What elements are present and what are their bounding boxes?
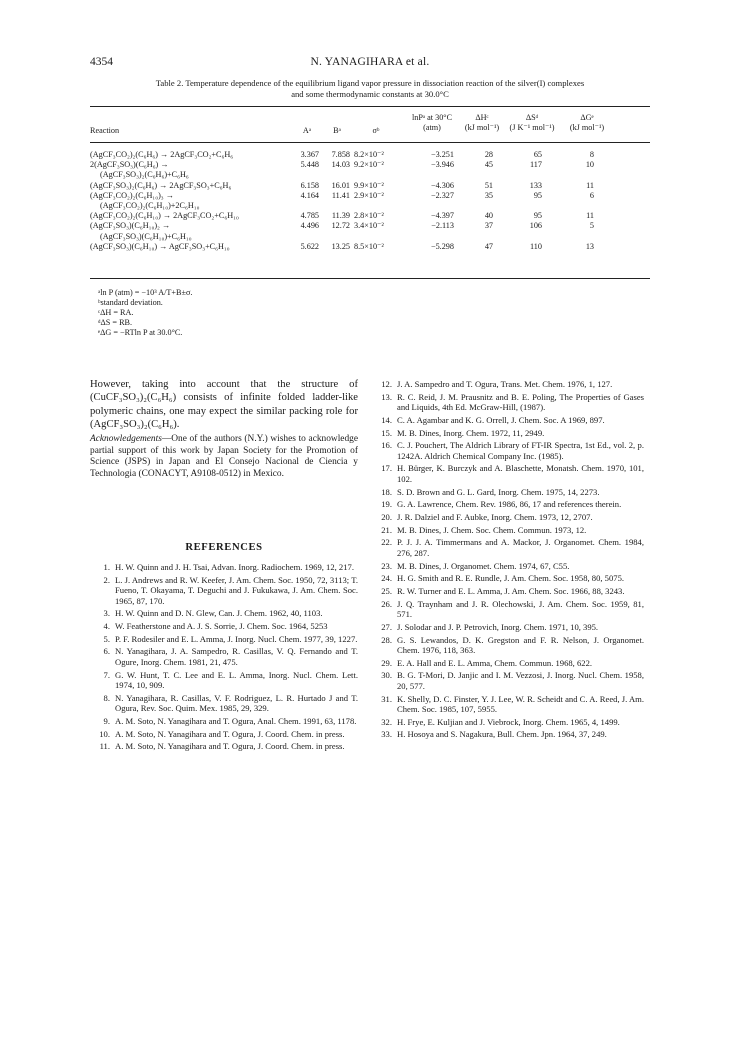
footnote: ᵈΔS = RB. (98, 318, 133, 328)
cell-sigma: 9.9×10⁻² (354, 180, 384, 190)
reference-item (372, 599, 644, 620)
body-paragraph: However, taking into account that the structure of (CuCF₃SO₃)₂(C₆H₆) consists of infinite folded ladder-like polymeric chains, one may expect the similar packing role for (AgCF₃SO₃)₂(C₆H₆). (90, 379, 358, 431)
cell-sigma: 3.4×10⁻² (354, 221, 384, 231)
reference-number: 23. (381, 560, 392, 571)
reference-item (90, 729, 358, 740)
reference-text: H. Frye, E. Kuljian and J. Viebrock, Inorg. Chem. 1965, 4, 1499. (397, 716, 620, 727)
cell-sigma: 2.8×10⁻² (354, 211, 384, 221)
reference-number: 6. (103, 646, 110, 657)
reference-item (372, 392, 644, 413)
reference-text: M. B. Dines, J. Organomet. Chem. 1974, 67, C55. (397, 560, 570, 571)
reference-text: J. R. Dalziel and F. Aubke, Inorg. Chem. 1973, 12, 2707. (397, 512, 593, 522)
table-row (90, 211, 650, 221)
reference-number: 17. (381, 463, 392, 474)
reaction-cell: (AgCF₃CO₂)₂(C₆H₁₀)₃ → (90, 190, 174, 200)
cell-lnp: −2.327 (430, 190, 454, 200)
header-dg: ΔGᵉ (580, 113, 594, 122)
reference-text: H. W. Quinn and D. N. Glew, Can. J. Chem. 1962, 40, 1103. (115, 608, 323, 619)
cell-dg: 10 (585, 160, 594, 170)
reference-item (372, 415, 644, 426)
reference-number: 1. (103, 562, 110, 572)
table-row (90, 221, 650, 241)
header-dh-unit: (kJ mol⁻¹) (464, 123, 500, 132)
footnote: ᵉΔG = −RTln P at 30.0°C. (98, 328, 183, 338)
reference-number: 26. (381, 598, 392, 609)
cell-b: 11.41 (331, 190, 350, 200)
reference-text: C. A. Agambar and K. G. Orrell, J. Chem. Soc. A 1969, 897. (397, 414, 605, 425)
cell-a: 5.622 (300, 241, 319, 251)
reference-number: 27. (381, 621, 392, 632)
reference-number: 11. (99, 741, 110, 752)
cell-lnp: −3.946 (430, 160, 454, 170)
reference-item (372, 512, 644, 523)
reference-item (90, 670, 358, 691)
cell-dh: 47 (484, 241, 493, 251)
page-number: 4354 (90, 56, 113, 68)
cell-ds: 133 (529, 180, 542, 190)
reference-item (90, 716, 358, 727)
reaction-cell: (AgCF₃SO₃)(C₆H₁₀)+C₆H₁₀ (100, 231, 192, 241)
reference-text: W. Featherstone and A. J. S. Sorrie, J. Chem. Soc. 1964, 5253 (115, 621, 328, 632)
reference-number: 3. (103, 608, 110, 619)
reference-item (90, 634, 358, 645)
cell-dh: 40 (484, 211, 493, 221)
cell-b: 11.39 (331, 211, 350, 221)
reference-number: 15. (381, 427, 392, 438)
cell-b: 12.72 (331, 221, 350, 231)
table-top-rule (90, 106, 650, 107)
cell-a: 4.785 (300, 211, 319, 221)
header-lnp: lnPᵃ at 30°C (411, 113, 453, 122)
reference-item (90, 621, 358, 632)
reference-number: 2. (103, 574, 110, 585)
cell-sigma: 8.5×10⁻² (354, 241, 384, 251)
reference-item (372, 635, 644, 656)
header-sigma: σᵇ (372, 126, 380, 135)
table-header (90, 113, 650, 139)
reference-number: 28. (381, 634, 392, 645)
references-list-right (372, 379, 644, 742)
cell-dh: 28 (484, 150, 493, 159)
reference-item (372, 573, 644, 584)
reference-number: 21. (381, 524, 392, 535)
cell-dh: 51 (484, 180, 493, 190)
reference-number: 31. (381, 693, 392, 704)
reference-number: 18. (381, 486, 392, 497)
cell-dh: 37 (484, 221, 493, 231)
cell-sigma: 9.2×10⁻² (354, 160, 384, 170)
reference-text: L. J. Andrews and R. W. Keefer, J. Am. Chem. Soc. 1950, 72, 3113; T. Fueno, T. Okayama, T. Deguchi and J. Fukukawa, J. Am. Chem. Soc. 1965, 87, 170. (115, 574, 358, 606)
reference-number: 14. (381, 414, 392, 425)
cell-ds: 117 (530, 160, 542, 170)
header-dh: ΔHᶜ (475, 113, 489, 122)
header-ds-unit: (J K⁻¹ mol⁻¹) (509, 123, 555, 132)
reference-number: 30. (381, 670, 392, 681)
cell-ds: 106 (529, 221, 542, 231)
reference-item (372, 561, 644, 572)
table-footnotes (98, 288, 192, 338)
page-header (90, 56, 650, 72)
footnote: ᵃln P (atm) = −10³ A/T+B±σ. (98, 288, 193, 297)
cell-ds: 110 (530, 241, 542, 251)
running-head: N. YANAGIHARA et al. (310, 56, 430, 68)
cell-lnp: −4.397 (430, 211, 454, 221)
reference-item (90, 741, 358, 752)
cell-dg: 5 (589, 221, 594, 231)
table-caption-line: and some thermodynamic constants at 30.0°C (291, 89, 449, 99)
cell-a: 3.367 (300, 150, 319, 159)
table-row (90, 242, 650, 252)
reference-item (372, 658, 644, 669)
reference-text: R. W. Turner and E. L. Amma, J. Am. Chem. Soc. 1966, 88, 3243. (397, 585, 625, 596)
reference-number: 29. (381, 657, 392, 668)
reference-text: A. M. Soto, N. Yanagihara and T. Ogura, J. Coord. Chem. in press. (115, 728, 345, 739)
reference-item (90, 646, 358, 667)
cell-dg: 11 (586, 180, 594, 190)
reference-number: 33. (381, 729, 392, 740)
reaction-cell: (AgCF₃CO₂)₂(C₆H₁₀)+2C₆H₁₀ (100, 200, 200, 210)
reference-text: S. D. Brown and G. L. Gard, Inorg. Chem. 1975, 14, 2273. (397, 486, 600, 497)
reference-item (372, 670, 644, 691)
cell-lnp: −4.306 (430, 180, 454, 190)
cell-dg: 11 (586, 211, 594, 221)
reference-item (372, 694, 644, 715)
reference-text: B. G. T-Mori, D. Janjic and I. M. Vezzosi, J. Inorg. Nucl. Chem. 1958, 20, 577. (397, 670, 644, 691)
footnote: ᵇstandard deviation. (98, 298, 163, 308)
reference-text: H. W. Quinn and J. H. Tsai, Advan. Inorg. Radiochem. 1969, 12, 217. (115, 562, 354, 572)
reference-text: R. C. Reid, J. M. Prausnitz and B. E. Poling, The Properties of Gases and Liquids, 4th Ed. McGraw-Hill, (1987). (397, 391, 644, 413)
reference-number: 13. (381, 391, 392, 402)
cell-a: 6.158 (300, 180, 319, 190)
reference-item (372, 525, 644, 536)
cell-b: 14.03 (331, 160, 350, 170)
reference-text: C. J. Pouchert, The Aldrich Library of FT-IR Spectra, 1st Ed., vol. 2, p. 1242A. Aldrich Chemical Company Inc. (1985). (397, 440, 644, 461)
reference-item (372, 440, 644, 461)
reference-number: 16. (381, 440, 392, 451)
reference-text: J. A. Sampedro and T. Ogura, Trans. Met. Chem. 1976, 1, 127. (397, 379, 613, 389)
cell-dg: 13 (585, 241, 594, 251)
table-row (90, 160, 650, 180)
table-caption (90, 78, 650, 100)
cell-lnp: −5.298 (430, 241, 454, 251)
reference-text: G. A. Lawrence, Chem. Rev. 1986, 86, 17 and references therein. (397, 499, 622, 510)
reference-text: M. B. Dines, J. Chem. Soc. Chem. Commun. 1973, 12. (397, 524, 587, 535)
cell-dg: 8 (589, 150, 594, 159)
reference-item (372, 729, 644, 740)
cell-a: 4.496 (300, 221, 319, 231)
cell-dh: 35 (484, 190, 493, 200)
cell-sigma: 2.9×10⁻² (354, 190, 384, 200)
acknowledgements (90, 434, 358, 480)
table-header-rule (90, 142, 650, 143)
header-lnp-unit: (atm) (423, 123, 441, 132)
reference-item (90, 608, 358, 619)
reference-item (90, 575, 358, 607)
reference-item (372, 463, 644, 484)
reaction-cell: (AgCF₃SO₃)(C₆H₁₀)₂ → (90, 221, 171, 231)
reference-text: J. Solodar and J. P. Petrovich, Inorg. Chem. 1971, 10, 395. (397, 621, 599, 632)
cell-b: 7.858 (331, 150, 350, 159)
reference-item (372, 537, 644, 558)
reference-number: 10. (99, 728, 110, 739)
table-row (90, 181, 650, 191)
cell-lnp: −3.251 (430, 150, 454, 159)
header-reaction: Reaction (90, 126, 120, 135)
reference-number: 5. (103, 633, 110, 644)
header-b: Bᵃ (333, 126, 341, 135)
reference-item (90, 693, 358, 714)
cell-a: 5.448 (300, 160, 319, 170)
reference-text: G. W. Hunt, T. C. Lee and E. L. Amma, Inorg. Nucl. Chem. Lett. 1974, 10, 909. (115, 669, 358, 691)
cell-dh: 45 (484, 160, 493, 170)
reference-number: 20. (381, 512, 392, 522)
reference-number: 24. (381, 573, 392, 584)
reference-item (372, 622, 644, 633)
reference-number: 25. (381, 585, 392, 596)
reference-item (372, 499, 644, 510)
reaction-cell: (AgCF₃SO₃)(C₆H₁₀) → AgCF₃SO₃+C₆H₁₀ (90, 241, 230, 251)
reference-text: A. M. Soto, N. Yanagihara and T. Ogura, Anal. Chem. 1991, 63, 1178. (115, 716, 357, 726)
reference-number: 22. (381, 537, 392, 548)
reference-item (372, 379, 644, 390)
reference-text: H. G. Smith and R. E. Rundle, J. Am. Chem. Soc. 1958, 80, 5075. (397, 573, 625, 584)
reference-text: P. J. J. A. Timmermans and A. Mackor, J. Organomet. Chem. 1984, 276, 287. (397, 537, 644, 558)
reference-text: A. M. Soto, N. Yanagihara and T. Ogura, J. Coord. Chem. in press. (115, 741, 345, 752)
table-row (90, 150, 650, 160)
footnote: ᶜΔH = RA. (98, 308, 134, 318)
reference-number: 12. (381, 379, 392, 389)
reference-number: 8. (103, 692, 110, 703)
reference-item (372, 586, 644, 597)
reference-text: H. Bürger, K. Burczyk and A. Blaschette, Monatsh. Chem. 1970, 101, 102. (397, 463, 644, 484)
cell-a: 4.164 (300, 190, 319, 200)
reaction-cell: (AgCF₃SO₃)₂(C₆H₆)+C₆H₆ (100, 170, 189, 180)
reaction-cell: (AgCF₃SO₃)₂(C₆H₆) → 2AgCF₃SO₃+C₆H₆ (90, 180, 232, 190)
header-a: Aᵃ (302, 126, 312, 135)
reference-text: M. B. Dines, Inorg. Chem. 1972, 11, 2949. (397, 427, 545, 438)
cell-lnp: −2.113 (431, 221, 454, 231)
table-row (90, 190, 650, 210)
reference-text: P. F. Rodesiler and E. L. Amma, J. Inorg. Nucl. Chem. 1977, 39, 1227. (115, 633, 358, 644)
reference-item (90, 562, 358, 573)
cell-dg: 6 (589, 190, 594, 200)
table-bottom-rule (90, 278, 650, 279)
acknowledgements-label: Acknowledgements (90, 434, 162, 444)
cell-b: 16.01 (331, 180, 350, 190)
reaction-cell: (AgCF₃CO₂)₂(C₆H₆) → 2AgCF₃CO₂+C₆H₆ (90, 150, 234, 159)
reference-number: 19. (381, 499, 392, 510)
reaction-cell: (AgCF₃CO₂)₂(C₆H₁₀) → 2AgCF₃CO₂+C₆H₁₀ (90, 211, 239, 221)
cell-ds: 95 (533, 211, 542, 221)
reference-item (372, 428, 644, 439)
reference-number: 7. (103, 669, 110, 680)
table-caption-line: Table 2. Temperature dependence of the equilibrium ligand vapor pressure in dissociation reaction of the silver(I) complexes (155, 78, 585, 88)
references-heading: REFERENCES (185, 542, 263, 553)
reference-text: G. S. Lewandos, D. K. Gregston and F. R. Nelson, J. Organomet. Chem. 1976, 118, 363. (397, 634, 644, 655)
header-ds: ΔSᵈ (525, 113, 539, 122)
reaction-cell: 2(AgCF₃SO₃)(C₆H₆) → (90, 160, 169, 170)
cell-ds: 95 (533, 190, 542, 200)
reference-number: 32. (381, 716, 392, 727)
acknowledgements-text: —One of the authors (N.Y.) wishes to acknowledge partial support of this work by Japan Society for the Promotion of Science (JSPS) in Japan and El Consejo Nacional de Ciencia y Technologia (CONACYT, A9108-0512) in Mexico. (90, 434, 358, 479)
references-list-left (90, 562, 358, 754)
reference-number: 4. (103, 621, 110, 632)
reference-text: K. Shelly, D. C. Finster, Y. J. Lee, W. R. Scheidt and C. A. Reed, J. Am. Chem. Soc. 1985, 107, 5955. (397, 693, 644, 715)
cell-ds: 65 (533, 150, 542, 159)
reference-text: H. Hosoya and S. Nagakura, Bull. Chem. Jpn. 1964, 37, 249. (397, 729, 607, 740)
reference-text: E. A. Hall and E. L. Amma, Chem. Commun. 1968, 622. (397, 657, 593, 668)
header-dg-unit: (kJ mol⁻¹) (569, 123, 605, 132)
reference-item (372, 487, 644, 498)
reference-number: 9. (103, 716, 110, 726)
reference-item (372, 717, 644, 728)
reference-text: J. Q. Traynham and J. R. Olechowski, J. Am. Chem. Soc. 1959, 81, 571. (397, 598, 644, 620)
cell-sigma: 8.2×10⁻² (354, 150, 384, 159)
reference-text: N. Yanagihara, R. Casillas, V. F. Rodriguez, L. R. Hurtado J and T. Ogura, Rev. Soc. Quim. Mex. 1985, 29, 329. (115, 692, 358, 714)
reference-text: N. Yanagihara, J. A. Sampedro, R. Casillas, V. Q. Fernando and T. Ogure, Inorg. Chem. 1981, 21, 475. (115, 646, 358, 667)
cell-b: 13.25 (331, 241, 350, 251)
